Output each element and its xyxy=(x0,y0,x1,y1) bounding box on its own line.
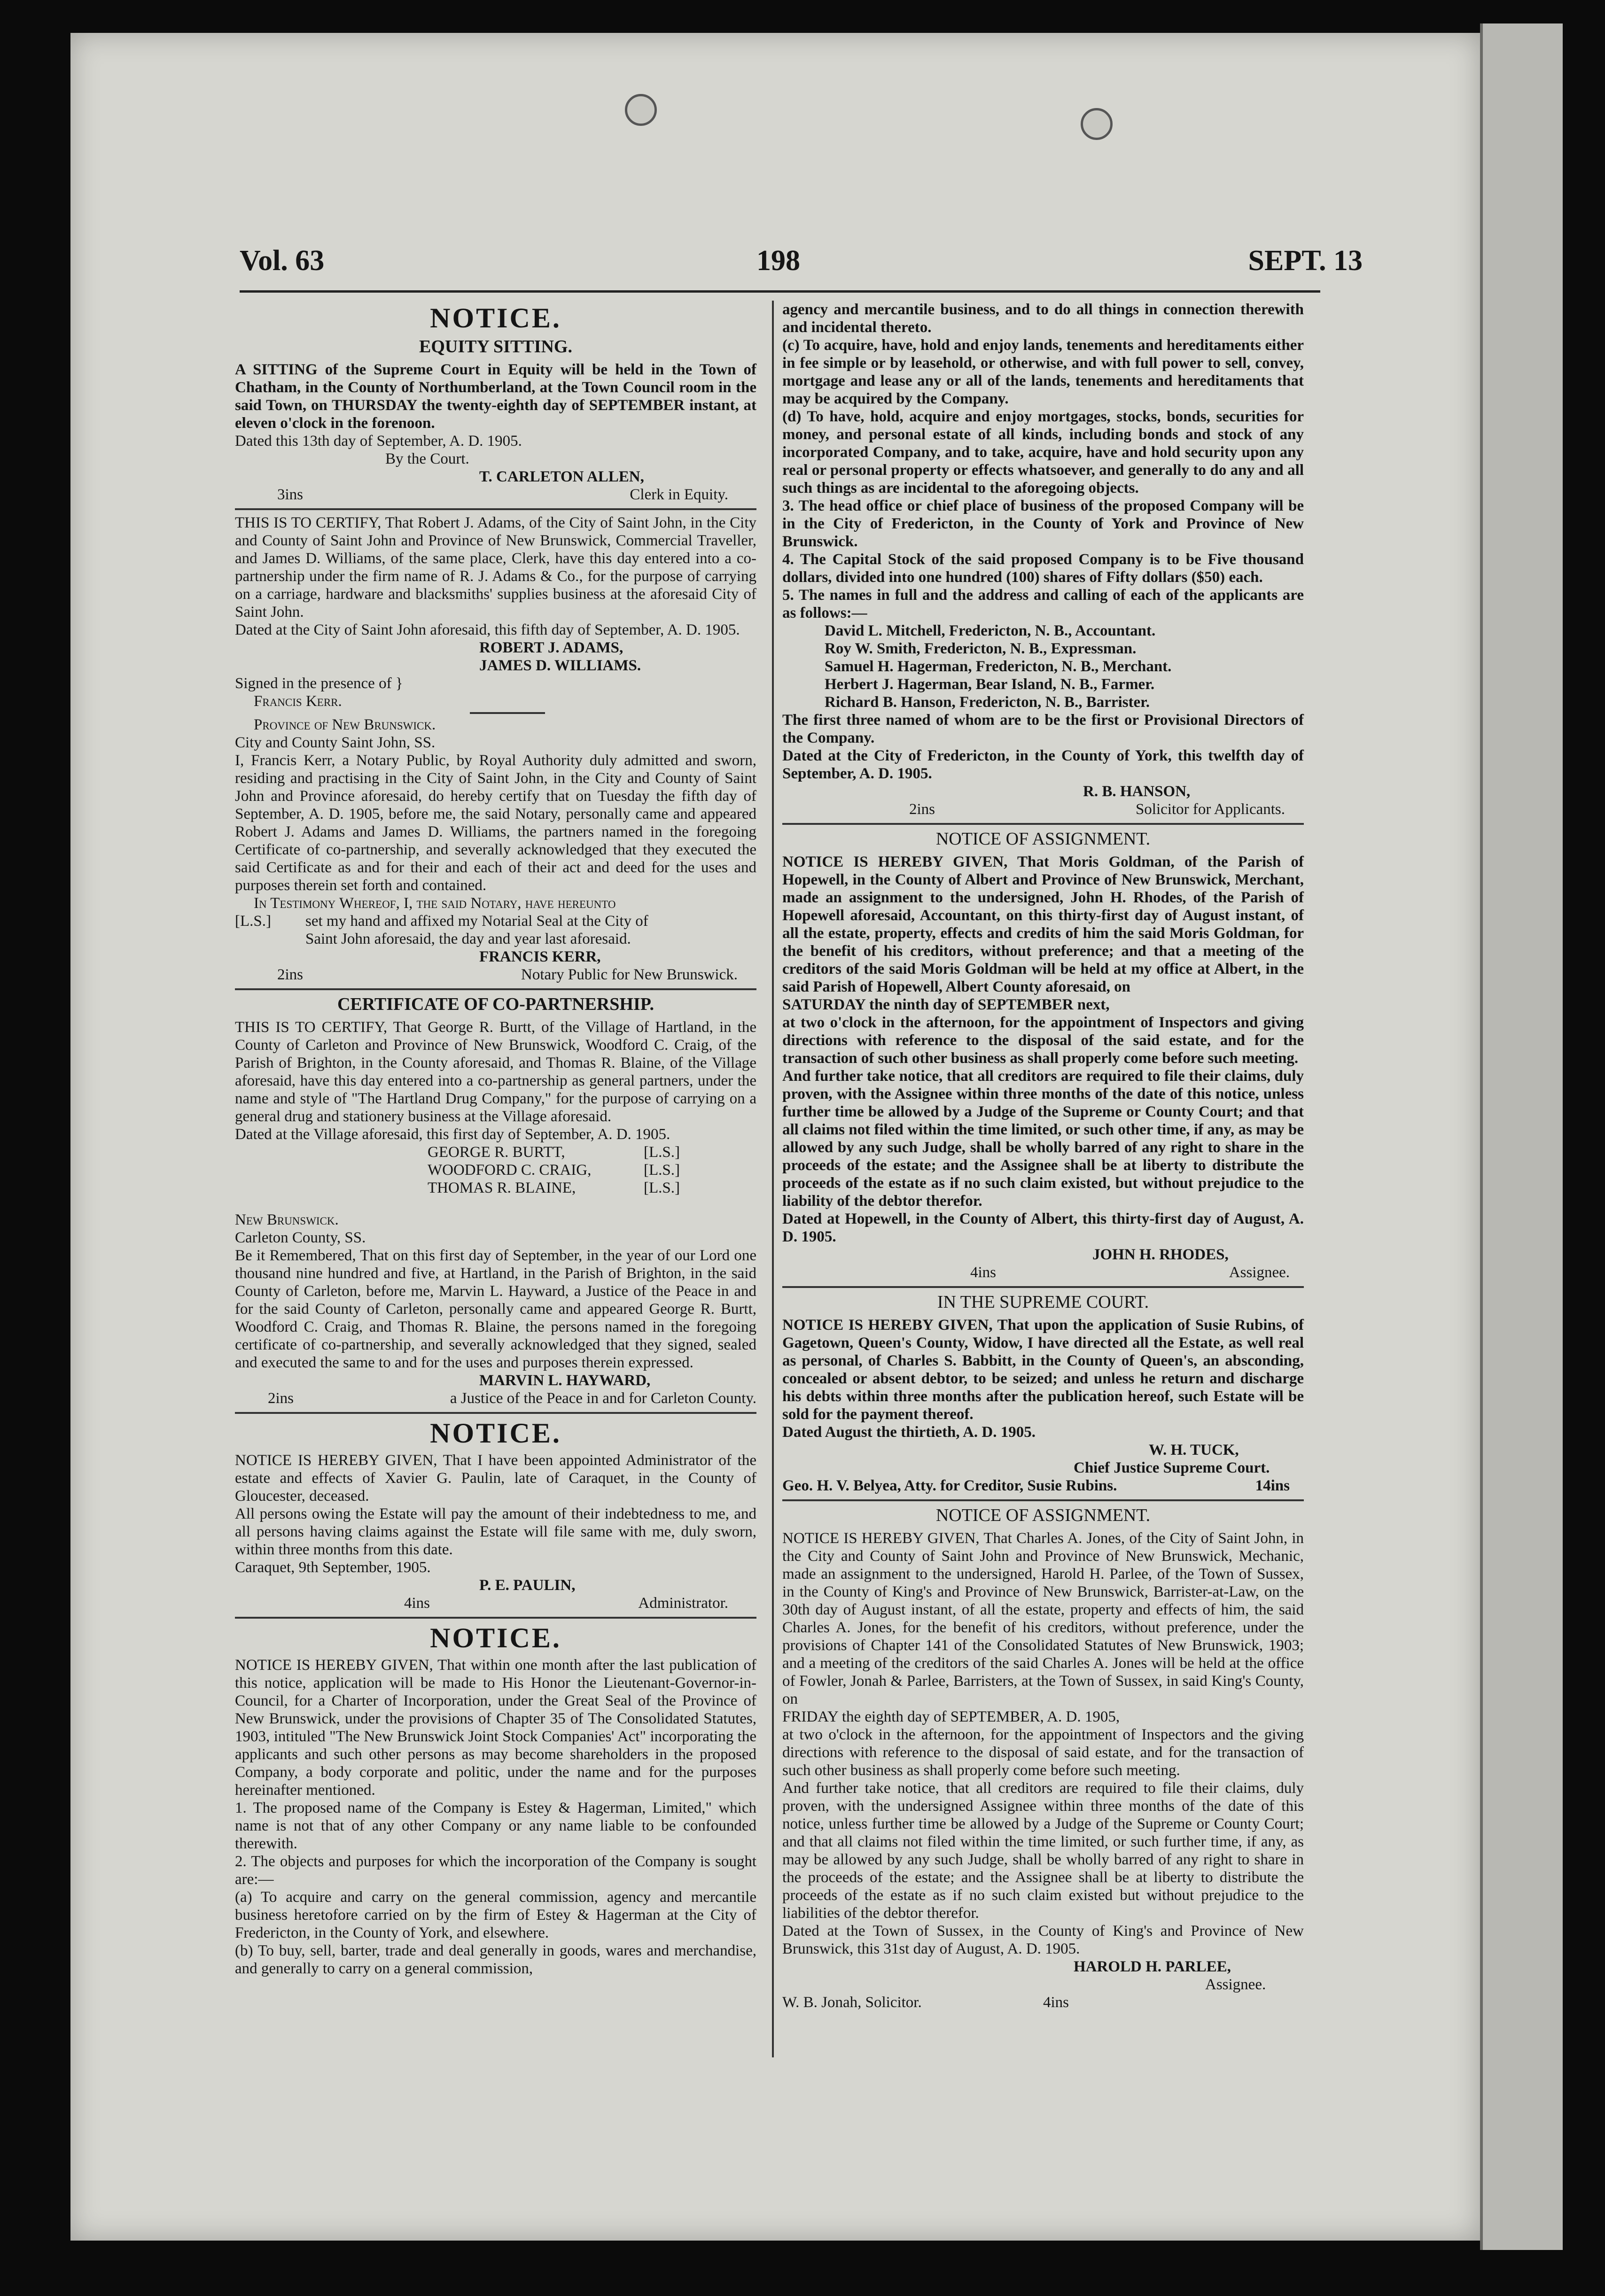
notice-dated: Dated at the Town of Sussex, in the County of King's and Province of New Brunswick, this 31st day of August, A. D. 1905. xyxy=(782,1923,1304,1957)
notice-separator xyxy=(782,1286,1304,1288)
notice-separator xyxy=(235,508,756,510)
page-number: 198 xyxy=(756,245,800,277)
applicant-row: Richard B. Hanson, Fredericton, N. B., Barrister. xyxy=(825,694,1150,711)
witness-name: Francis Kerr. xyxy=(254,693,342,710)
signatory-name: FRANCIS KERR, xyxy=(479,948,601,965)
notice-separator xyxy=(235,988,756,990)
short-separator xyxy=(470,712,545,714)
clause-2d: (d) To have, hold, acquire and enjoy mortgages, stocks, bonds, securities for money, and personal estate of all kinds, including bonds and stock of any incorporated Company, and to take, acquire, have and hold security upon any real or personal property or effects whatsoever, and generally to do any and all such things as are incidental to the aforegoing objects. xyxy=(782,408,1304,496)
signatory-name: R. B. HANSON, xyxy=(1083,783,1191,800)
notice-heading: NOTICE. xyxy=(430,303,561,334)
estey-incorporation-notice xyxy=(235,1622,756,1978)
notice-subheading: NOTICE OF ASSIGNMENT. xyxy=(935,1505,1151,1525)
meeting-day: FRIDAY the eighth day of SEPTEMBER, A. D. 1905, xyxy=(782,1708,1120,1725)
punch-hole-right xyxy=(1081,108,1113,140)
testimony-line: In Testimony Whereof, I, the said Notary, have hereunto xyxy=(254,895,616,912)
notice-separator xyxy=(235,1617,756,1619)
applicant-row: David L. Mitchell, Fredericton, N. B., Accountant. xyxy=(825,622,1156,639)
punch-hole-left xyxy=(625,94,657,126)
notice-dated: Dated at the City of Saint John aforesaid, this fifth day of September, A. D. 1905. xyxy=(235,621,740,638)
clause-4: 4. The Capital Stock of the said proposed Company is to be Five thousand dollars, divided into one hundred (100) shares of Fifty dollars ($50) each. xyxy=(782,551,1304,586)
partner-signatures xyxy=(235,1143,756,1197)
directors-line: The first three named of whom are to be the first or Provisional Directors of the Company. xyxy=(782,712,1304,746)
signatory-name: ROBERT J. ADAMS, xyxy=(479,639,623,656)
insertions-count: 4ins xyxy=(1043,1994,1069,2011)
page-header xyxy=(174,244,1372,287)
notice-body: All persons owing the Estate will pay the amount of their indebtedness to me, and all persons having claims against the Estate will file same with me, duly sworn, within three months from this date. xyxy=(235,1505,756,1558)
issue-date: SEPT. 13 xyxy=(1248,245,1363,277)
notice-body: NOTICE IS HEREBY GIVEN, That Moris Goldman, of the Parish of Hopewell, in the County of Albert and Province of New Brunswick, Merchant, made an assignment to the undersigned, John H. Rhodes, of the Parish of Hopewell aforesaid, Accountant, on this thirty-first day of August instant, of all the estate, property, effects and credits of him the said Moris Goldman, for the benefit of his creditors, without preference; and that a meeting of the creditors of the said Moris Goldman will be held at my office at Albert, in the said Parish of Hopewell, Albert County aforesaid, on xyxy=(782,853,1304,995)
signatory-name: P. E. PAULIN, xyxy=(479,1577,576,1594)
notary-certificate: I, Francis Kerr, a Notary Public, by Royal Authority duly admitted and sworn, residing and practising in the City of Saint John, in the City and County of Saint John and Province aforesaid, do hereby certify that on Tuesday the fifth day of September, A. D. 1905, before me, the said Notary, personally came and appeared Robert J. Adams and James D. Williams, the partners named in the foregoing Certificate of co-partnership, and severally acknowledged that they executed the said Certificate as and for their and each of their act and deed for the uses and purposes therein set forth and contained. xyxy=(235,752,756,894)
clause-2b: (b) To buy, sell, barter, trade and deal generally in goods, wares and merchandise, and generally to carry on a general commission, xyxy=(235,1942,756,1977)
notice-body: at two o'clock in the afternoon, for the appointment of Inspectors and the giving directions with reference to the disposal of said estate, and for the transaction of such other business as shall properly come before such meeting. xyxy=(782,1726,1304,1779)
signature-block xyxy=(235,639,756,710)
signatory-name: JAMES D. WILLIAMS. xyxy=(479,657,641,674)
signatory-role: Assignee. xyxy=(1229,1264,1290,1281)
notice-body: NOTICE IS HEREBY GIVEN, That within one month after the last publication of this notice, application will be made to His Honor the Lieutenant-Governor-in-Council, for a Charter of Incorporation, under the Great Seal of the Province of New Brunswick, under the provisions of Chapter 35 of The Consolidated Statutes, 1903, intituled "The New Brunswick Joint Stock Companies' Act" incorporating the applicants and such other persons as may become shareholders in the proposed Company, a body corporate and politic, under the name and for the purposes hereinafter mentioned. xyxy=(235,1657,756,1799)
notice-body: NOTICE IS HEREBY GIVEN, That upon the application of Susie Rubins, of Gagetown, Queen's County, Widow, I have directed all the Estate, as well real as personal, of Charles S. Babbitt, in the County of Queen's, an absconding, concealed or absent debtor, to be seized; and unless he return and discharge his debts within three months after the publication hereof, such Estate will be sold for the payment thereof. xyxy=(782,1317,1304,1423)
justice-certificate: Be it Remembered, That on this first day of September, in the year of our Lord one thousand nine hundred and five, at Hartland, in the Parish of Brighton, in the said County of Carleton, before me, Marvin L. Hayward, a Justice of the Peace in and for the said County of Carleton, personally came and appeared George R. Burtt, Woodford C. Craig, and Thomas R. Blaine, the persons named in the foregoing certificate of co-partnership, and severally acknowledged that they signed, sealed and executed the same to and for the uses and purposes therein expressed. xyxy=(235,1247,756,1371)
equity-sitting-notice xyxy=(235,303,756,504)
notice-dated: Dated August the thirtieth, A. D. 1905. xyxy=(782,1424,1036,1441)
clause-2: 2. The objects and purposes for which the incorporation of the Company is sought are:— xyxy=(235,1853,756,1888)
notice-subheading: IN THE SUPREME COURT. xyxy=(937,1292,1149,1312)
notice-separator xyxy=(235,1412,756,1414)
signatory-name: HAROLD H. PARLEE, xyxy=(1074,1958,1231,1975)
meeting-day: SATURDAY the ninth day of SEPTEMBER next, xyxy=(782,996,1110,1013)
applicant-row: Roy W. Smith, Fredericton, N. B., Expressman. xyxy=(825,640,1137,657)
notice-body: A SITTING of the Supreme Court in Equity will be held in the Town of Chatham, in the County of Northumberland, at the Town Council room in the said Town, on THURSDAY the twenty-eighth day of SEPTEMBER instant, at eleven o'clock in the forenoon. xyxy=(235,361,756,432)
clause-5: 5. The names in full and the address and calling of each of the applicants are as follows:— xyxy=(782,587,1304,621)
attorney-line: Geo. H. V. Belyea, Atty. for Creditor, Susie Rubins. xyxy=(782,1477,1117,1494)
supreme-court-notice xyxy=(782,1292,1304,1495)
signatory-role: Solicitor for Applicants. xyxy=(1135,801,1285,818)
signatory-name: T. CARLETON ALLEN, xyxy=(479,468,644,485)
signatory-role: a Justice of the Peace in and for Carleton County. xyxy=(450,1390,756,1407)
notice-subheading: NOTICE OF ASSIGNMENT. xyxy=(935,829,1151,849)
applicant-row: Herbert J. Hagerman, Bear Island, N. B., Farmer. xyxy=(825,676,1155,693)
signatory-role: Chief Justice Supreme Court. xyxy=(1074,1459,1270,1476)
clause-2b-cont: agency and mercantile business, and to do all things in connection therewith and incidental thereto. xyxy=(782,301,1304,336)
notice-dated: Caraquet, 9th September, 1905. xyxy=(235,1559,431,1576)
notice-subheading: CERTIFICATE OF CO-PARTNERSHIP. xyxy=(337,994,654,1014)
insertions-count: 2ins xyxy=(277,966,304,983)
applicant-row: Samuel H. Hagerman, Fredericton, N. B., Merchant. xyxy=(825,658,1172,675)
seal-mark: [L.S.] xyxy=(235,913,271,930)
province-line: Province of New Brunswick. xyxy=(254,716,436,733)
partner-row: GEORGE R. BURTT, [L.S.] xyxy=(428,1144,680,1161)
clause-1: 1. The proposed name of the Company is Estey & Hagerman, Limited," which name is not that of any other Company or any name liable to be confounded therewith. xyxy=(235,1800,756,1852)
goldman-assignment-notice xyxy=(782,829,1304,1281)
county-line: Carleton County, SS. xyxy=(235,1229,366,1246)
by-line: By the Court. xyxy=(385,450,469,467)
county-line: City and County Saint John, SS. xyxy=(235,734,436,751)
clause-2c: (c) To acquire, have, hold and enjoy lands, tenements and hereditaments either in fee simple or by leasehold, or otherwise, and with full power to sell, convey, mortgage and lease any or all of the lands, tenements and hereditaments that may be acquired by the Company. xyxy=(782,337,1304,407)
seal-text: Saint John aforesaid, the day and year last aforesaid. xyxy=(305,931,631,947)
notice-dated: Dated at the Village aforesaid, this first day of September, A. D. 1905. xyxy=(235,1126,670,1143)
signatory-name: JOHN H. RHODES, xyxy=(1092,1246,1229,1263)
partner-row: WOODFORD C. CRAIG, [L.S.] xyxy=(428,1162,680,1179)
notice-body: at two o'clock in the afternoon, for the appointment of Inspectors and giving directions with reference to the disposal of the said estate, and for the transaction of such other business as shall properly come before such meeting. xyxy=(782,1014,1304,1067)
notice-heading: NOTICE. xyxy=(430,1418,561,1449)
notice-body: THIS IS TO CERTIFY, That Robert J. Adams, of the City of Saint John, in the City and County of Saint John and Province of New Brunswick, Commercial Traveller, and James D. Williams, of the same place, Clerk, have this day entered into a co-partnership under the firm name of R. J. Adams & Co., for the purpose of carrying on a carriage, hardware and blacksmiths' supplies business at the aforesaid City of Saint John. xyxy=(235,514,756,621)
province-line: New Brunswick. xyxy=(235,1211,339,1228)
column-divider xyxy=(772,301,774,2057)
notice-body: THIS IS TO CERTIFY, That George R. Burtt, of the Village of Hartland, in the County of Carleton and Province of New Brunswick, Woodford C. Craig, of the Parish of Brighton, in the County aforesaid, and Thomas R. Blaine, of the Village aforesaid, have this day entered into a co-partnership as general partners, under the name and style of "The Hartland Drug Company," for the purpose of carrying on a general drug and stationery business at the Village aforesaid. xyxy=(235,1019,756,1125)
adams-partnership-notice xyxy=(235,514,756,984)
insertions-count: 4ins xyxy=(404,1595,430,1612)
insertions-count: 14ins xyxy=(1255,1477,1290,1494)
jones-assignment-notice xyxy=(782,1505,1304,2011)
solicitor-line: W. B. Jonah, Solicitor. xyxy=(782,1994,922,2011)
paulin-administrator-notice xyxy=(235,1418,756,1612)
signatory-name: MARVIN L. HAYWARD, xyxy=(479,1372,651,1389)
notice-dated: Dated at Hopewell, in the County of Albert, this thirty-first day of August, A. D. 1905. xyxy=(782,1210,1304,1245)
notice-dated: Dated at the City of Fredericton, in the County of York, this twelfth day of September, A. D. 1905. xyxy=(782,747,1304,782)
notice-separator xyxy=(782,1499,1304,1501)
notice-body: And further take notice, that all creditors are required to file their claims, duly proven, with the Assignee within three months of the date of this notice, unless further time be allowed by a Judge of the Supreme or County Court; and that all claims not filed within the time limited, or such other time, if any, as may be allowed by any such Judge, shall be wholly barred of any right to share in the proceeds of the estate; and the Assignee shall be at liberty to distribute the proceeds of the estate as if no such claim existed, but without prejudice to the liability of the debtor therefor. xyxy=(782,1068,1304,1210)
signatory-role: Administrator. xyxy=(638,1595,728,1612)
notice-heading: NOTICE. xyxy=(430,1622,561,1653)
notice-separator xyxy=(782,823,1304,825)
insertions-count: 2ins xyxy=(268,1390,294,1407)
clause-2a: (a) To acquire and carry on the general commission, agency and mercantile business heretofore carried on by the firm of Estey & Hagerman at the City of Fredericton, in the County of York, and elsewhere. xyxy=(235,1889,756,1941)
right-column xyxy=(782,301,1304,2016)
notice-dated: Dated this 13th day of September, A. D. 1905. xyxy=(235,433,522,450)
notice-body: And further take notice, that all creditors are required to file their claims, duly proven, with the undersigned Assignee within three months of the date of this notice, unless further time be allowed by a Judge of the Supreme or County Court; and that all claims not filed within the time limited, or such further time, if any, as may be allowed by any such Judge, shall be wholly barred of any right to share in the proceeds of the estate; and the Assignee shall be at liberty to distribute the proceeds of the estate as if no such claim existed but without prejudice to the liabilities of the debtor therefor. xyxy=(782,1780,1304,1922)
volume-label: Vol. 63 xyxy=(240,245,325,277)
estey-incorporation-continued xyxy=(782,301,1304,818)
header-rule xyxy=(240,290,1320,293)
page-edge-strip xyxy=(1480,23,1563,2250)
clause-3: 3. The head office or chief place of business of the proposed Company will be in the City of Fredericton, in the County of York and Province of New Brunswick. xyxy=(782,497,1304,550)
left-column xyxy=(235,301,756,1982)
notice-body: NOTICE IS HEREBY GIVEN, That I have been appointed Administrator of the estate and effects of Xavier G. Paulin, late of Caraquet, in the County of Gloucester, deceased. xyxy=(235,1452,756,1505)
signatory-role: Notary Public for New Brunswick. xyxy=(521,966,738,983)
signatory-name: W. H. TUCK, xyxy=(1149,1442,1239,1458)
insertions-count: 4ins xyxy=(970,1264,997,1281)
signatory-role: Clerk in Equity. xyxy=(630,486,728,503)
partner-row: THOMAS R. BLAINE, [L.S.] xyxy=(428,1179,680,1196)
notice-body: NOTICE IS HEREBY GIVEN, That Charles A. Jones, of the City of Saint John, in the City and County of Saint John and Province of New Brunswick, Mechanic, made an assignment to the undersigned, Harold H. Parlee, of the Town of Sussex, in the County of King's and Province of New Brunswick, Barrister-at-Law, on the 30th day of August instant, of all the estate, property and effects of him, the said Charles A. Jones, for the benefit of his creditors, without preference, under the provisions of Chapter 141 of the Consolidated Statutes of New Brunswick, 1903; and a meeting of the creditors of the said Charles A. Jones will be held at the office of Fowler, Jonah & Parlee, Barristers, at the Town of Sussex, in said King's County, on xyxy=(782,1530,1304,1707)
hartland-partnership-notice xyxy=(235,994,756,1407)
signature-block xyxy=(235,450,756,504)
seal-text: set my hand and affixed my Notarial Seal at the City of xyxy=(305,913,648,930)
presence-line: Signed in the presence of } xyxy=(235,675,403,692)
insertions-count: 2ins xyxy=(909,801,935,818)
insertions-count: 3ins xyxy=(277,486,304,503)
signatory-role: Assignee. xyxy=(1205,1976,1266,1993)
notice-subheading: EQUITY SITTING. xyxy=(419,337,572,357)
